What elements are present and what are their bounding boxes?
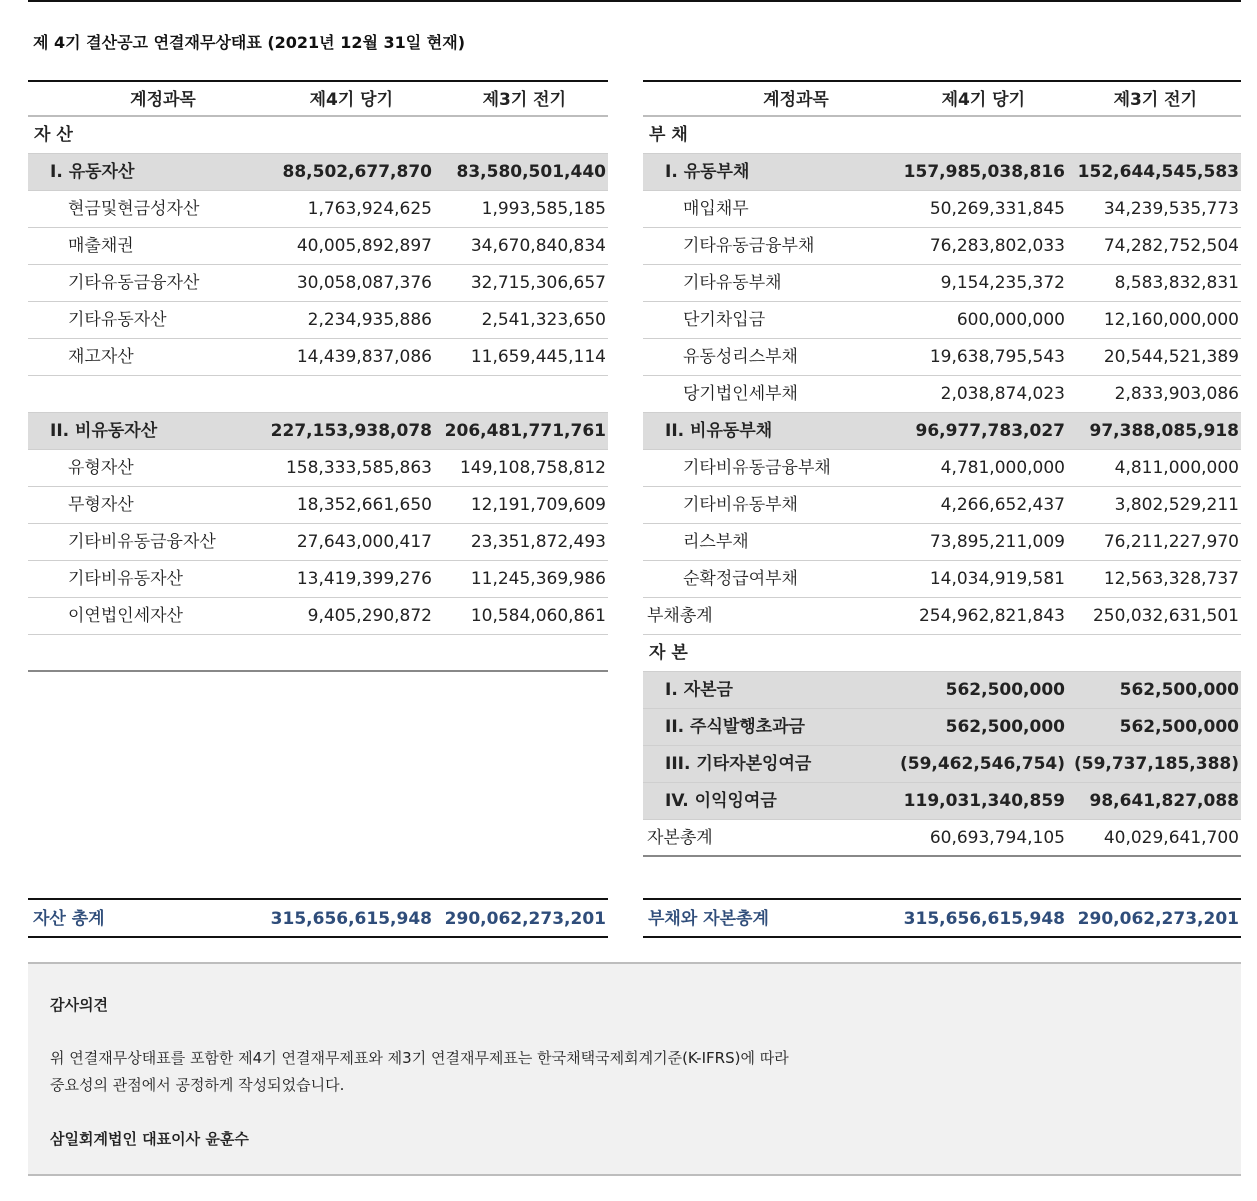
account-label: 기타유동자산 [68, 310, 167, 330]
table-row [28, 228, 608, 265]
assets-total-current: 315,656,615,948 [270, 909, 432, 929]
current-period-value: 96,977,783,027 [915, 421, 1065, 441]
audit-opinion-title: 감사의견 [50, 996, 108, 1014]
assets-total-row [28, 898, 608, 938]
current-period-value: 13,419,399,276 [296, 569, 432, 589]
account-label: 당기법인세부채 [683, 384, 798, 404]
current-period-value: 4,266,652,437 [940, 495, 1065, 515]
table-row [643, 487, 1241, 524]
header-current-period: 제4기 당기 [941, 90, 1025, 110]
prior-period-value: 152,644,545,583 [1077, 162, 1239, 182]
prior-period-value: 12,160,000,000 [1103, 310, 1239, 330]
prior-period-value: 2,833,903,086 [1114, 384, 1239, 404]
account-label: III. 기타자본잉여금 [665, 754, 812, 774]
blank-row [28, 376, 608, 413]
liabilities-equity-total-current: 315,656,615,948 [903, 909, 1065, 929]
prior-period-value: 2,541,323,650 [481, 310, 606, 330]
liabilities-table-header [643, 80, 1241, 117]
prior-period-value: 10,584,060,861 [470, 606, 606, 626]
prior-period-value: 83,580,501,440 [456, 162, 606, 182]
table-row [643, 302, 1241, 339]
current-period-value: 9,405,290,872 [307, 606, 432, 626]
account-label: 현금및현금성자산 [68, 199, 200, 219]
current-period-value: 14,034,919,581 [929, 569, 1065, 589]
table-row [28, 413, 608, 450]
table-row [28, 191, 608, 228]
table-row [643, 191, 1241, 228]
account-label: 기타비유동자산 [68, 569, 183, 589]
table-row [643, 413, 1241, 450]
account-label: 기타비유동금융자산 [68, 532, 216, 552]
table-row [28, 117, 608, 154]
account-label: 매입채무 [683, 199, 749, 219]
prior-period-value: 250,032,631,501 [1092, 606, 1239, 626]
audit-opinion-text-line2: 중요성의 관점에서 공정하게 작성되었습니다. [50, 1076, 345, 1094]
current-period-value: 76,283,802,033 [929, 236, 1065, 256]
account-label: 자본총계 [647, 828, 713, 848]
current-period-value: 88,502,677,870 [282, 162, 432, 182]
table-row [28, 524, 608, 561]
liabilities-equity-table [643, 80, 1241, 857]
table-row [28, 561, 608, 598]
table-row [643, 117, 1241, 154]
current-period-value: 50,269,331,845 [929, 199, 1065, 219]
account-label: 부채총계 [647, 606, 713, 626]
prior-period-value: 20,544,521,389 [1103, 347, 1239, 367]
table-row [28, 598, 608, 635]
audit-opinion-text-line1: 위 연결재무상태표를 포함한 제4기 연결재무제표와 제3기 연결재무제표는 한국채택국제회계기준(K-IFRS)에 따라 [50, 1049, 789, 1067]
current-period-value: 1,763,924,625 [307, 199, 432, 219]
account-label: 기타비유동부채 [683, 495, 798, 515]
table-row [643, 820, 1241, 857]
header-account: 계정과목 [763, 90, 829, 110]
blank-row [28, 635, 608, 672]
liabilities-equity-total-label: 부채와 자본총계 [648, 909, 769, 929]
account-label: 리스부채 [683, 532, 749, 552]
prior-period-value: 3,802,529,211 [1114, 495, 1239, 515]
table-row [643, 154, 1241, 191]
table-row [643, 561, 1241, 598]
table-row [643, 598, 1241, 635]
current-period-value: 158,333,585,863 [285, 458, 432, 478]
table-row [643, 746, 1241, 783]
current-period-value: 2,038,874,023 [940, 384, 1065, 404]
current-period-value: 60,693,794,105 [929, 828, 1065, 848]
prior-period-value: 562,500,000 [1119, 717, 1239, 737]
account-label: 자 산 [34, 125, 73, 145]
account-label: 재고자산 [68, 347, 134, 367]
prior-period-value: 12,563,328,737 [1103, 569, 1239, 589]
account-label: 무형자산 [68, 495, 134, 515]
assets-table [28, 80, 608, 672]
account-label: 기타유동금융자산 [68, 273, 200, 293]
account-label: 기타유동부채 [683, 273, 782, 293]
table-row [28, 265, 608, 302]
current-period-value: 14,439,837,086 [296, 347, 432, 367]
prior-period-value: 34,239,535,773 [1103, 199, 1239, 219]
top-rule [28, 0, 1241, 2]
header-prior-period: 제3기 전기 [1113, 90, 1197, 110]
prior-period-value: 74,282,752,504 [1103, 236, 1239, 256]
account-label: 이연법인세자산 [68, 606, 183, 626]
account-label: 유형자산 [68, 458, 134, 478]
current-period-value: (59,462,546,754) [899, 754, 1065, 774]
prior-period-value: 4,811,000,000 [1114, 458, 1239, 478]
current-period-value: 18,352,661,650 [296, 495, 432, 515]
current-period-value: 600,000,000 [956, 310, 1065, 330]
account-label: 단기차입금 [683, 310, 766, 330]
account-label: II. 주식발행초과금 [665, 717, 805, 737]
table-row [28, 487, 608, 524]
current-period-value: 254,962,821,843 [918, 606, 1065, 626]
table-row [28, 450, 608, 487]
prior-period-value: 206,481,771,761 [444, 421, 606, 441]
account-label: 자 본 [649, 643, 688, 663]
account-label: II. 비유동부채 [665, 421, 773, 441]
current-period-value: 562,500,000 [945, 717, 1065, 737]
prior-period-value: 97,388,085,918 [1089, 421, 1239, 441]
prior-period-value: 76,211,227,970 [1103, 532, 1239, 552]
table-row [643, 524, 1241, 561]
account-label: 기타유동금융부채 [683, 236, 815, 256]
table-row [28, 154, 608, 191]
assets-table-header [28, 80, 608, 117]
header-current-period: 제4기 당기 [309, 90, 393, 110]
table-row [643, 709, 1241, 746]
account-label: IV. 이익잉여금 [665, 791, 777, 811]
table-row [643, 376, 1241, 413]
account-label: 유동성리스부채 [683, 347, 798, 367]
liabilities-equity-total-prior: 290,062,273,201 [1077, 909, 1239, 929]
prior-period-value: 8,583,832,831 [1114, 273, 1239, 293]
table-row [28, 302, 608, 339]
prior-period-value: 562,500,000 [1119, 680, 1239, 700]
prior-period-value: 11,245,369,986 [470, 569, 606, 589]
table-row [643, 635, 1241, 672]
auditor-signature: 삼일회계법인 대표이사 윤훈수 [50, 1130, 249, 1148]
current-period-value: 2,234,935,886 [307, 310, 432, 330]
audit-opinion-box [28, 962, 1241, 1176]
current-period-value: 562,500,000 [945, 680, 1065, 700]
prior-period-value: 1,993,585,185 [481, 199, 606, 219]
table-row [643, 339, 1241, 376]
prior-period-value: 12,191,709,609 [470, 495, 606, 515]
account-label: II. 비유동자산 [50, 421, 158, 441]
account-label: I. 자본금 [665, 680, 733, 700]
account-label: 매출채권 [68, 236, 134, 256]
current-period-value: 27,643,000,417 [296, 532, 432, 552]
current-period-value: 19,638,795,543 [929, 347, 1065, 367]
account-label: I. 유동자산 [50, 162, 135, 182]
table-row [643, 450, 1241, 487]
current-period-value: 4,781,000,000 [940, 458, 1065, 478]
current-period-value: 40,005,892,897 [296, 236, 432, 256]
assets-total-label: 자산 총계 [33, 909, 105, 929]
table-row [643, 265, 1241, 302]
assets-total-prior: 290,062,273,201 [444, 909, 606, 929]
page-title: 제 4기 결산공고 연결재무상태표 (2021년 12월 31일 현재) [33, 33, 466, 52]
liabilities-equity-total-row [643, 898, 1241, 938]
header-account: 계정과목 [130, 90, 196, 110]
current-period-value: 73,895,211,009 [929, 532, 1065, 552]
table-row [28, 339, 608, 376]
current-period-value: 30,058,087,376 [296, 273, 432, 293]
current-period-value: 157,985,038,816 [903, 162, 1065, 182]
prior-period-value: 11,659,445,114 [470, 347, 606, 367]
prior-period-value: 23,351,872,493 [470, 532, 606, 552]
account-label: 기타비유동금융부채 [683, 458, 831, 478]
prior-period-value: 32,715,306,657 [470, 273, 606, 293]
table-row [643, 783, 1241, 820]
current-period-value: 9,154,235,372 [940, 273, 1065, 293]
prior-period-value: (59,737,185,388) [1073, 754, 1239, 774]
account-label: 순확정급여부채 [683, 569, 798, 589]
table-row [643, 672, 1241, 709]
account-label: I. 유동부채 [665, 162, 750, 182]
prior-period-value: 98,641,827,088 [1089, 791, 1239, 811]
account-label: 부 채 [649, 125, 688, 145]
table-row [643, 228, 1241, 265]
prior-period-value: 40,029,641,700 [1103, 828, 1239, 848]
header-prior-period: 제3기 전기 [482, 90, 566, 110]
prior-period-value: 149,108,758,812 [459, 458, 606, 478]
current-period-value: 227,153,938,078 [270, 421, 432, 441]
prior-period-value: 34,670,840,834 [470, 236, 606, 256]
current-period-value: 119,031,340,859 [903, 791, 1065, 811]
